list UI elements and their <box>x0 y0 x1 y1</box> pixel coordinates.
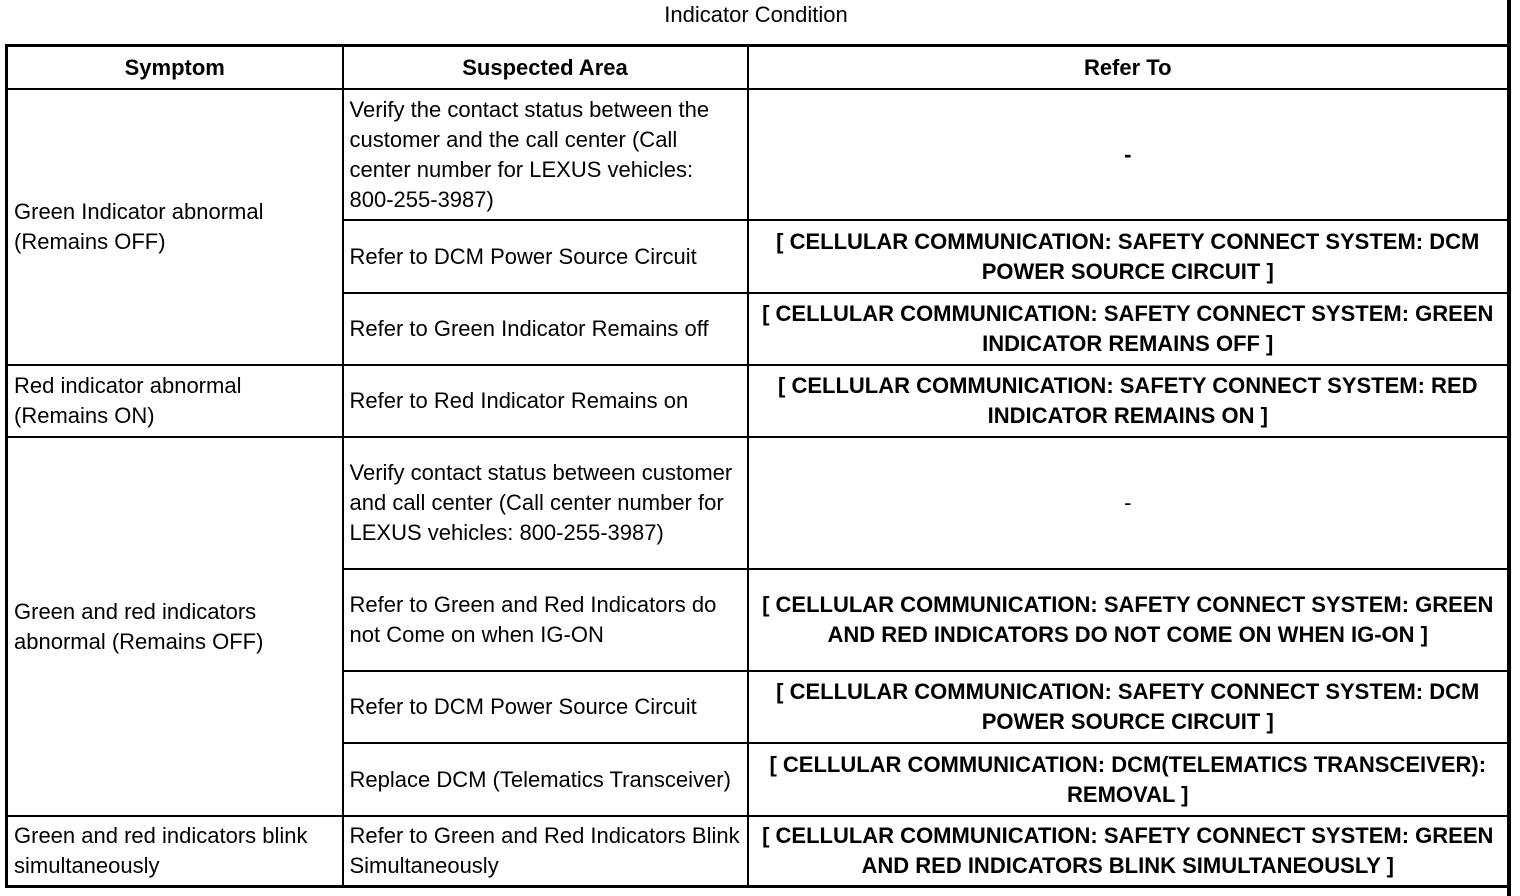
header-suspected-area: Suspected Area <box>343 46 748 90</box>
refer-to-cell: [ CELLULAR COMMUNICATION: SAFETY CONNECT SYSTEM: GREEN AND RED INDICATORS DO NOT COME ON WHEN IG-ON ] <box>748 569 1509 671</box>
suspected-area-cell: Replace DCM (Telematics Transceiver) <box>343 743 748 816</box>
suspected-area-cell: Refer to Green Indicator Remains off <box>343 293 748 365</box>
suspected-area-cell: Refer to Green and Red Indicators do not Come on when IG-ON <box>343 569 748 671</box>
header-refer-to: Refer To <box>748 46 1509 90</box>
symptom-cell: Green Indicator abnormal (Remains OFF) <box>7 89 343 365</box>
table-row <box>7 365 1509 437</box>
suspected-area-cell: Refer to DCM Power Source Circuit <box>343 220 748 293</box>
suspected-area-cell: Refer to Green and Red Indicators Blink Simultaneously <box>343 816 748 886</box>
refer-to-cell: [ CELLULAR COMMUNICATION: SAFETY CONNECT SYSTEM: GREEN INDICATOR REMAINS OFF ] <box>748 293 1509 365</box>
refer-to-cell: - <box>748 437 1509 569</box>
symptom-cell: Green and red indicators abnormal (Remains OFF) <box>7 437 343 816</box>
refer-to-cell: [ CELLULAR COMMUNICATION: SAFETY CONNECT SYSTEM: DCM POWER SOURCE CIRCUIT ] <box>748 671 1509 743</box>
table-row <box>7 816 1509 886</box>
symptom-cell: Red indicator abnormal (Remains ON) <box>7 365 343 437</box>
header-row <box>7 46 1509 90</box>
refer-to-cell: [ CELLULAR COMMUNICATION: SAFETY CONNECT SYSTEM: GREEN AND RED INDICATORS BLINK SIMULTANEOUSLY ] <box>748 816 1509 886</box>
suspected-area-cell: Verify contact status between customer and call center (Call center number for LEXUS vehicles: 800-255-3987) <box>343 437 748 569</box>
suspected-area-cell: Refer to DCM Power Source Circuit <box>343 671 748 743</box>
refer-to-cell: [ CELLULAR COMMUNICATION: SAFETY CONNECT SYSTEM: DCM POWER SOURCE CIRCUIT ] <box>748 220 1509 293</box>
suspected-area-cell: Verify the contact status between the customer and the call center (Call center number for LEXUS vehicles: 800-255-3987) <box>343 89 748 220</box>
refer-to-cell: [ CELLULAR COMMUNICATION: DCM(TELEMATICS TRANSCEIVER): REMOVAL ] <box>748 743 1509 816</box>
table-row <box>7 437 1509 569</box>
header-symptom: Symptom <box>7 46 343 90</box>
indicator-condition-table <box>5 44 1510 888</box>
suspected-area-cell: Refer to Red Indicator Remains on <box>343 365 748 437</box>
table-row <box>7 89 1509 220</box>
refer-to-cell: [ CELLULAR COMMUNICATION: SAFETY CONNECT SYSTEM: RED INDICATOR REMAINS ON ] <box>748 365 1509 437</box>
refer-to-cell: - <box>748 89 1509 220</box>
table-caption: Indicator Condition <box>664 2 848 27</box>
symptom-cell: Green and red indicators blink simultaneously <box>7 816 343 886</box>
page-edge-line <box>1507 0 1511 896</box>
